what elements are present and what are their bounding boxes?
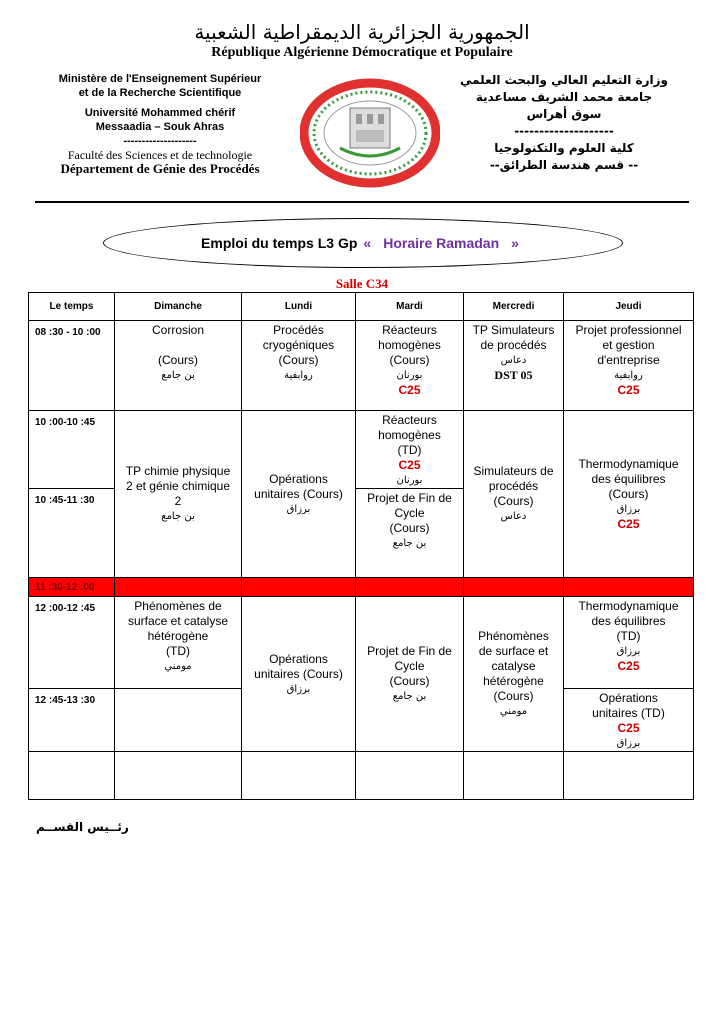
time-slot: 12 :45-13 :30 (29, 689, 115, 752)
course-name: procédés (488, 479, 539, 493)
course-name: Simulateurs de (473, 464, 554, 478)
table-row (29, 597, 694, 689)
session-cell (464, 321, 564, 411)
course-name: Projet de Fin de (367, 644, 452, 658)
course-type: (Cours) (493, 494, 534, 508)
course-type: (TD) (166, 644, 190, 658)
col-header-dimanche: Dimanche (115, 293, 242, 321)
session-cell (115, 411, 242, 578)
arabic-republic-title: الجمهورية الجزائرية الديمقراطية الشعبية (194, 20, 530, 44)
session-cell (464, 411, 564, 578)
course-name: 2 (174, 494, 182, 508)
session-cell (356, 321, 464, 411)
course-name: unitaires (Cours) (254, 486, 343, 501)
col-header-mercredi: Mercredi (464, 293, 564, 321)
room-code: C25 (617, 383, 640, 397)
teacher-name: مومني (164, 661, 192, 672)
session-cell (242, 597, 356, 752)
teacher-name: برزاق (616, 503, 641, 515)
separator-right: -------------------- (514, 124, 614, 138)
col-header-mardi: Mardi (356, 293, 464, 321)
course-name: de procédés (480, 338, 547, 352)
university-line-1: Université Mohammed chérif (84, 107, 236, 119)
ministry-ar: وزارة التعليم العالي والبحث العلمي (459, 73, 669, 87)
course-name: homogènes (378, 428, 441, 442)
ministry-line-2: et de la Recherche Scientifique (78, 87, 242, 99)
separator-left: -------------------- (123, 135, 197, 147)
timetable (28, 292, 694, 800)
table-row (29, 321, 694, 411)
schedule-title (103, 218, 623, 268)
room-code: C25 (617, 721, 640, 735)
teacher-name: بن جامع (161, 370, 195, 381)
teacher-name: بورنان (396, 370, 423, 381)
course-name: Cycle (394, 506, 425, 520)
time-slot: 12 :00-12 :45 (29, 597, 115, 689)
header-right-block (444, 72, 684, 174)
teacher-name: روابفية (614, 370, 643, 381)
course-name: Opérations (599, 691, 658, 705)
empty-cell (29, 752, 115, 800)
course-type: (Cours) (157, 353, 198, 367)
empty-cell (115, 689, 242, 752)
empty-cell (242, 752, 356, 800)
time-slot: 10 :45-11 :30 (29, 489, 115, 578)
teacher-name: بن جامع (392, 538, 427, 549)
department-head-signature: رئــيس القســم (36, 820, 129, 834)
teacher-name: روابفية (284, 370, 313, 381)
session-cell (464, 597, 564, 752)
course-type: (TD) (616, 629, 641, 643)
course-name: d'entreprise (597, 353, 660, 367)
course-name: Phénomènes (478, 629, 549, 643)
break-time-slot: 11 :30-12 :00 (29, 578, 115, 597)
room-label: Salle C34 (335, 276, 389, 291)
session-cell (564, 321, 694, 411)
teacher-name: دعاس (500, 355, 527, 366)
university-line-2: Messaadia – Souk Ahras (95, 121, 225, 133)
session-cell (356, 411, 464, 489)
col-header-time: Le temps (29, 293, 115, 321)
course-name: hétérogène (147, 629, 209, 643)
header-divider (35, 201, 689, 203)
course-name: et gestion (602, 338, 655, 352)
teacher-name: بن جامع (392, 691, 427, 702)
course-name: surface et catalyse (127, 614, 229, 628)
teacher-name: بورنان (396, 475, 423, 486)
time-slot: 08 :30 - 10 :00 (29, 321, 115, 411)
break-row (29, 578, 694, 597)
course-name: des équilibres (591, 471, 666, 486)
faculty-fr: Faculté des Sciences et de technologie (67, 148, 253, 162)
university-ar: جامعة محمد الشريف مساعدية (475, 90, 653, 104)
teacher-name: بن جامع (161, 511, 195, 522)
course-name: Thermodynamique (578, 599, 679, 613)
university-logo (300, 78, 440, 188)
room-code: C25 (398, 458, 421, 472)
course-name: Réacteurs (382, 323, 437, 337)
course-name: des équilibres (591, 614, 666, 628)
course-name: Réacteurs (382, 413, 437, 427)
course-type: (Cours) (389, 353, 430, 367)
course-name: de surface et (478, 644, 549, 658)
course-name: TP chimie physique (125, 464, 231, 478)
header-left-block (40, 72, 280, 176)
room-code: C25 (398, 383, 421, 397)
teacher-name: دعاس (500, 511, 527, 522)
room-code: C25 (617, 659, 640, 673)
city-ar: سوق أهراس (526, 107, 602, 121)
course-name: Projet professionnel (575, 323, 682, 337)
col-header-jeudi: Jeudi (564, 293, 694, 321)
department-ar: -- قسم هندسة الطرائق-- (489, 158, 639, 172)
course-type: (Cours) (389, 674, 430, 688)
course-type: (Cours) (278, 353, 319, 367)
teacher-name: مومني (499, 706, 528, 717)
course-name: Opérations (269, 471, 328, 486)
course-name: TP Simulateurs (472, 323, 555, 337)
course-name: unitaires (Cours) (254, 666, 343, 681)
table-row (29, 752, 694, 800)
teacher-name: برزاق (616, 646, 641, 657)
session-cell (564, 689, 694, 752)
empty-cell (464, 752, 564, 800)
course-name: cryogéniques (262, 338, 335, 352)
faculty-ar: كلية العلوم والتكنولوجيا (494, 141, 634, 155)
session-cell (242, 411, 356, 578)
title-close-quote: » (511, 235, 519, 251)
session-cell (115, 597, 242, 689)
teacher-name: برزاق (286, 503, 311, 515)
course-name: Thermodynamique (578, 456, 679, 471)
course-type: (Cours) (608, 486, 649, 501)
course-name: Cycle (394, 659, 425, 673)
empty-cell (115, 752, 242, 800)
title-highlight: Horaire Ramadan (383, 235, 500, 251)
empty-cell (564, 752, 694, 800)
session-cell (115, 321, 242, 411)
course-name: hétérogène (483, 674, 544, 688)
col-header-lundi: Lundi (242, 293, 356, 321)
session-cell (356, 489, 464, 578)
session-cell (242, 321, 356, 411)
title-main: Emploi du temps L3 Gp (201, 235, 358, 251)
course-name: catalyse (491, 659, 536, 673)
exam-label: DST 05 (494, 368, 533, 382)
course-name: Phénomènes de (134, 599, 222, 613)
header-row (29, 293, 694, 321)
course-name: Opérations (269, 651, 328, 666)
course-name: unitaires (TD) (592, 706, 665, 720)
empty-cell (356, 752, 464, 800)
session-cell (356, 597, 464, 752)
teacher-name: برزاق (616, 738, 641, 749)
room-code: C25 (617, 516, 640, 531)
title-open-quote: « (363, 235, 372, 251)
course-type: (Cours) (389, 521, 430, 535)
session-cell (564, 411, 694, 578)
session-cell (564, 597, 694, 689)
course-name: homogènes (378, 338, 441, 352)
french-republic-title: République Algérienne Démocratique et Populaire (211, 45, 513, 60)
course-name: Procédés (273, 323, 324, 337)
course-name: Projet de Fin de (367, 491, 452, 505)
course-name: Corrosion (151, 323, 205, 337)
course-type: (Cours) (493, 689, 534, 703)
course-type: (TD) (397, 443, 422, 457)
department-fr: Département de Génie des Procédés (60, 161, 260, 176)
course-name: 2 et génie chimique (125, 479, 231, 493)
ministry-line-1: Ministère de l'Enseignement Supérieur (58, 73, 262, 85)
table-row (29, 411, 694, 489)
time-slot: 10 :00-10 :45 (29, 411, 115, 489)
teacher-name: برزاق (286, 683, 311, 695)
